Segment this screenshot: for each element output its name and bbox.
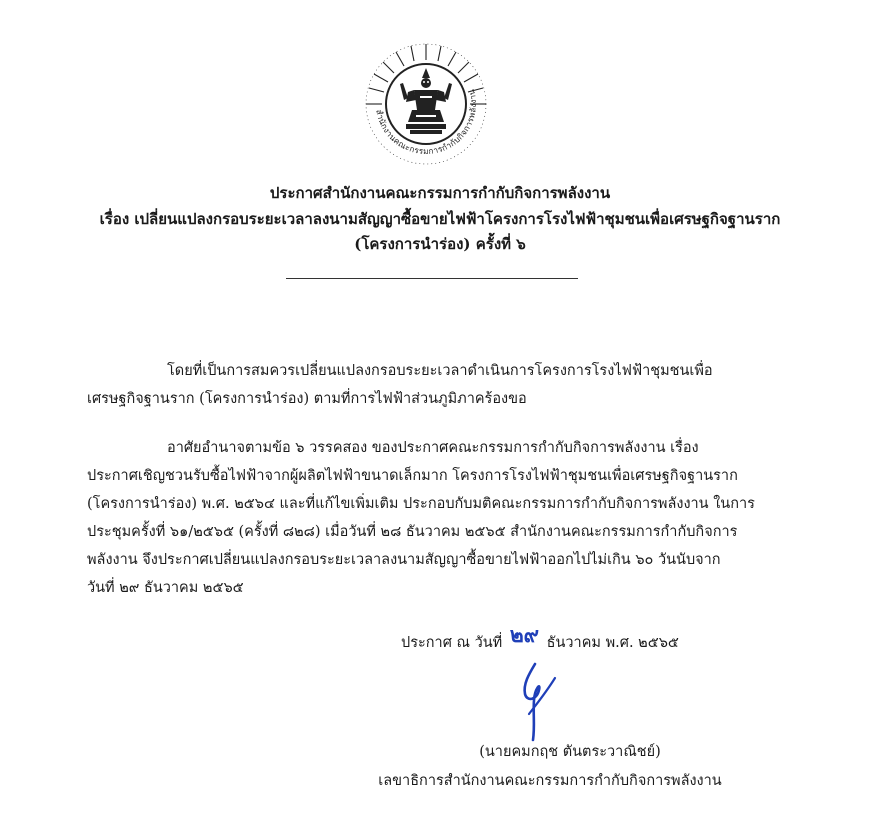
- paragraph-2-line-3: (โครงการนำร่อง) พ.ศ. ๒๕๖๔ และที่แก้ไขเพิ่มเติม ประกอบกับมติคณะกรรมการกำกับกิจการพลังงาน ในการ: [87, 496, 755, 512]
- heading-divider: [286, 278, 578, 279]
- date-suffix: ธันวาคม พ.ศ. ๒๕๖๕: [546, 635, 679, 651]
- paragraph-2-line-5: พลังงาน จึงประกาศเปลี่ยนแปลงกรอบระยะเวลาลงนามสัญญาซื้อขายไฟฟ้าออกไปไม่เกิน ๖๐ วันนับจาก: [87, 552, 721, 568]
- paragraph-2-line-6: วันที่ ๒๙ ธันวาคม ๒๕๖๕: [87, 580, 244, 596]
- signer-title: เลขาธิการสำนักงานคณะกรรมการกำกับกิจการพลังงาน: [378, 773, 722, 789]
- handwritten-signature-icon: [505, 660, 565, 744]
- announcement-title: ประกาศสำนักงานคณะกรรมการกำกับกิจการพลังงาน: [269, 184, 611, 202]
- paragraph-2-line-1: อาศัยอำนาจตามข้อ ๖ วรรคสอง ของประกาศคณะกรรมการกำกับกิจการพลังงาน เรื่อง: [167, 440, 699, 456]
- announcement-subject-continued: (โครงการนำร่อง) ครั้งที่ ๖: [354, 235, 526, 253]
- date-prefix: ประกาศ ณ วันที่: [401, 635, 503, 651]
- svg-text:สำนักงานคณะกรรมการกำกับกิจการพ: สำนักงานคณะกรรมการกำกับกิจการพลังงาน: [374, 88, 479, 157]
- paragraph-1-line-2: เศรษฐกิจฐานราก (โครงการนำร่อง) ตามที่การไฟฟ้าส่วนภูมิภาคร้องขอ: [87, 391, 527, 407]
- announcement-subject: เรื่อง เปลี่ยนแปลงกรอบระยะเวลาลงนามสัญญาซื้อขายไฟฟ้าโครงการโรงไฟฟ้าชุมชนเพื่อเศรษฐกิจฐานราก: [99, 210, 781, 228]
- handwritten-day: ๒๙: [509, 623, 540, 647]
- paragraph-2-line-2: ประกาศเชิญชวนรับซื้อไฟฟ้าจากผู้ผลิตไฟฟ้าขนาดเล็กมาก โครงการโรงไฟฟ้าชุมชนเพื่อเศรษฐกิจฐานราก: [87, 468, 738, 484]
- erc-seal-icon: [362, 40, 490, 168]
- paragraph-2-line-4: ประชุมครั้งที่ ๖๑/๒๕๖๕ (ครั้งที่ ๘๒๘) เมื่อวันที่ ๒๘ ธันวาคม ๒๕๖๕ สำนักงานคณะกรรมการกำกับกิจการ: [87, 524, 738, 540]
- announcement-date: [401, 623, 679, 653]
- paragraph-1-line-1: โดยที่เป็นการสมควรเปลี่ยนแปลงกรอบระยะเวลาดำเนินการโครงการโรงไฟฟ้าชุมชนเพื่อ: [167, 363, 713, 379]
- signer-name: (นายคมกฤช ตันตระวาณิชย์): [479, 744, 661, 760]
